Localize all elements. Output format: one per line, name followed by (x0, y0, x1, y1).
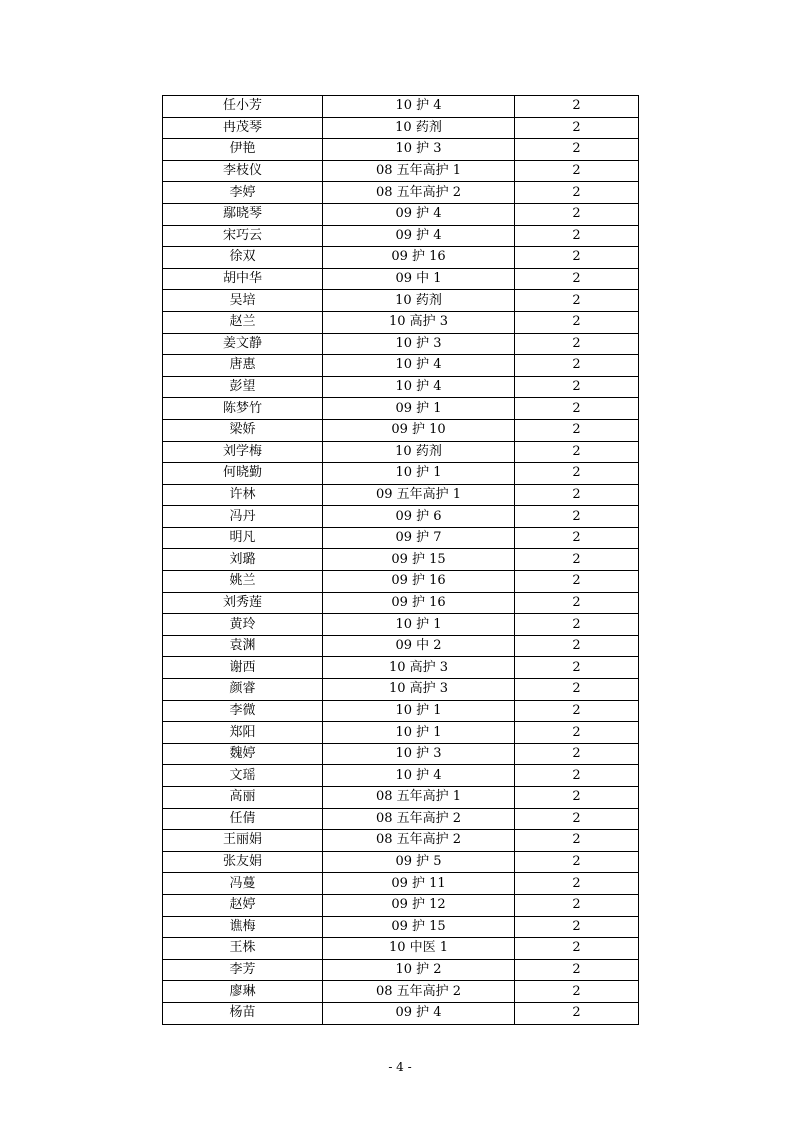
table-row (163, 290, 639, 312)
student-name-cell: 宋巧云 (163, 225, 323, 247)
class-cell: 10 护 3 (323, 743, 515, 765)
student-name-cell: 李枝仪 (163, 160, 323, 182)
count-cell: 2 (515, 139, 639, 161)
count-cell: 2 (515, 247, 639, 269)
table-row (163, 894, 639, 916)
student-name-cell: 明凡 (163, 527, 323, 549)
table-row (163, 938, 639, 960)
table-row (163, 441, 639, 463)
class-cell: 09 护 4 (323, 1002, 515, 1024)
student-name-cell: 谯梅 (163, 916, 323, 938)
count-cell: 2 (515, 549, 639, 571)
student-name-cell: 刘秀莲 (163, 592, 323, 614)
table-row (163, 506, 639, 528)
count-cell: 2 (515, 959, 639, 981)
count-cell: 2 (515, 916, 639, 938)
class-cell: 08 五年高护 1 (323, 787, 515, 809)
table-row (163, 916, 639, 938)
class-cell: 09 护 4 (323, 225, 515, 247)
table-row (163, 743, 639, 765)
class-cell: 09 中 2 (323, 635, 515, 657)
student-name-cell: 杨苗 (163, 1002, 323, 1024)
class-cell: 10 护 1 (323, 700, 515, 722)
class-cell: 10 护 3 (323, 139, 515, 161)
count-cell: 2 (515, 787, 639, 809)
student-name-cell: 吴培 (163, 290, 323, 312)
count-cell: 2 (515, 311, 639, 333)
count-cell: 2 (515, 333, 639, 355)
class-cell: 10 药剂 (323, 441, 515, 463)
table-row (163, 355, 639, 377)
student-name-cell: 唐惠 (163, 355, 323, 377)
table-row (163, 1002, 639, 1024)
table-row (163, 117, 639, 139)
student-name-cell: 王株 (163, 938, 323, 960)
student-table (162, 95, 639, 1025)
student-name-cell: 李婷 (163, 182, 323, 204)
class-cell: 10 高护 3 (323, 311, 515, 333)
student-name-cell: 刘璐 (163, 549, 323, 571)
count-cell: 2 (515, 160, 639, 182)
count-cell: 2 (515, 635, 639, 657)
table-row (163, 268, 639, 290)
student-name-cell: 王丽娟 (163, 830, 323, 852)
table-row (163, 203, 639, 225)
count-cell: 2 (515, 700, 639, 722)
table-row (163, 96, 639, 118)
table-row (163, 851, 639, 873)
table-row (163, 333, 639, 355)
count-cell: 2 (515, 851, 639, 873)
student-name-cell: 颜睿 (163, 679, 323, 701)
class-cell: 10 护 4 (323, 96, 515, 118)
table-row (163, 247, 639, 269)
class-cell: 10 高护 3 (323, 657, 515, 679)
table-row (163, 182, 639, 204)
student-name-cell: 高丽 (163, 787, 323, 809)
count-cell: 2 (515, 743, 639, 765)
student-name-cell: 李芳 (163, 959, 323, 981)
class-cell: 09 护 16 (323, 571, 515, 593)
class-cell: 10 护 4 (323, 376, 515, 398)
table-row (163, 571, 639, 593)
count-cell: 2 (515, 938, 639, 960)
student-name-cell: 姜文静 (163, 333, 323, 355)
student-name-cell: 魏婷 (163, 743, 323, 765)
class-cell: 10 中医 1 (323, 938, 515, 960)
count-cell: 2 (515, 1002, 639, 1024)
count-cell: 2 (515, 355, 639, 377)
class-cell: 08 五年高护 2 (323, 182, 515, 204)
student-name-cell: 廖琳 (163, 981, 323, 1003)
student-name-cell: 许林 (163, 484, 323, 506)
count-cell: 2 (515, 527, 639, 549)
table-row (163, 981, 639, 1003)
table-row (163, 787, 639, 809)
class-cell: 10 护 1 (323, 614, 515, 636)
student-name-cell: 黄玲 (163, 614, 323, 636)
student-name-cell: 郑阳 (163, 722, 323, 744)
student-name-cell: 冯蔓 (163, 873, 323, 895)
class-cell: 09 护 15 (323, 916, 515, 938)
class-cell: 10 护 2 (323, 959, 515, 981)
student-name-cell: 胡中华 (163, 268, 323, 290)
student-name-cell: 任小芳 (163, 96, 323, 118)
class-cell: 10 护 1 (323, 722, 515, 744)
count-cell: 2 (515, 873, 639, 895)
count-cell: 2 (515, 808, 639, 830)
class-cell: 09 护 16 (323, 592, 515, 614)
count-cell: 2 (515, 506, 639, 528)
student-name-cell: 徐双 (163, 247, 323, 269)
class-cell: 09 护 4 (323, 203, 515, 225)
student-name-cell: 张友娟 (163, 851, 323, 873)
table-row (163, 225, 639, 247)
table-row (163, 808, 639, 830)
table-row (163, 484, 639, 506)
student-name-cell: 姚兰 (163, 571, 323, 593)
student-name-cell: 赵兰 (163, 311, 323, 333)
table-row (163, 376, 639, 398)
student-name-cell: 彭望 (163, 376, 323, 398)
class-cell: 09 护 7 (323, 527, 515, 549)
class-cell: 10 护 4 (323, 355, 515, 377)
count-cell: 2 (515, 225, 639, 247)
table-row (163, 311, 639, 333)
class-cell: 09 护 12 (323, 894, 515, 916)
class-cell: 08 五年高护 2 (323, 830, 515, 852)
table-row (163, 592, 639, 614)
class-cell: 10 护 1 (323, 463, 515, 485)
table-row (163, 679, 639, 701)
student-name-cell: 刘学梅 (163, 441, 323, 463)
class-cell: 09 护 16 (323, 247, 515, 269)
count-cell: 2 (515, 441, 639, 463)
class-cell: 10 护 3 (323, 333, 515, 355)
table-row (163, 419, 639, 441)
class-cell: 08 五年高护 1 (323, 160, 515, 182)
class-cell: 08 五年高护 2 (323, 981, 515, 1003)
count-cell: 2 (515, 463, 639, 485)
class-cell: 09 中 1 (323, 268, 515, 290)
student-table-body (163, 96, 639, 1025)
table-row (163, 657, 639, 679)
table-row (163, 959, 639, 981)
class-cell: 09 护 15 (323, 549, 515, 571)
table-row (163, 527, 639, 549)
count-cell: 2 (515, 203, 639, 225)
count-cell: 2 (515, 657, 639, 679)
count-cell: 2 (515, 592, 639, 614)
count-cell: 2 (515, 981, 639, 1003)
student-name-cell: 冯丹 (163, 506, 323, 528)
table-row (163, 614, 639, 636)
count-cell: 2 (515, 419, 639, 441)
count-cell: 2 (515, 830, 639, 852)
count-cell: 2 (515, 182, 639, 204)
table-row (163, 398, 639, 420)
count-cell: 2 (515, 96, 639, 118)
count-cell: 2 (515, 722, 639, 744)
page-number: - 4 - (388, 1060, 412, 1074)
count-cell: 2 (515, 484, 639, 506)
count-cell: 2 (515, 268, 639, 290)
table-row (163, 160, 639, 182)
table-row (163, 830, 639, 852)
student-name-cell: 袁渊 (163, 635, 323, 657)
student-name-cell: 谢西 (163, 657, 323, 679)
class-cell: 10 药剂 (323, 117, 515, 139)
table-row (163, 463, 639, 485)
count-cell: 2 (515, 614, 639, 636)
count-cell: 2 (515, 398, 639, 420)
student-name-cell: 冉茂琴 (163, 117, 323, 139)
table-row (163, 700, 639, 722)
table-row (163, 873, 639, 895)
count-cell: 2 (515, 376, 639, 398)
student-name-cell: 任倩 (163, 808, 323, 830)
class-cell: 09 护 5 (323, 851, 515, 873)
student-name-cell: 何晓勤 (163, 463, 323, 485)
class-cell: 09 护 1 (323, 398, 515, 420)
class-cell: 09 护 10 (323, 419, 515, 441)
student-name-cell: 鄢晓琴 (163, 203, 323, 225)
student-name-cell: 李微 (163, 700, 323, 722)
count-cell: 2 (515, 679, 639, 701)
class-cell: 09 五年高护 1 (323, 484, 515, 506)
student-name-cell: 文瑶 (163, 765, 323, 787)
table-row (163, 765, 639, 787)
class-cell: 10 药剂 (323, 290, 515, 312)
count-cell: 2 (515, 290, 639, 312)
student-name-cell: 陈梦竹 (163, 398, 323, 420)
class-cell: 09 护 6 (323, 506, 515, 528)
count-cell: 2 (515, 117, 639, 139)
table-row (163, 139, 639, 161)
count-cell: 2 (515, 571, 639, 593)
class-cell: 10 护 4 (323, 765, 515, 787)
count-cell: 2 (515, 765, 639, 787)
class-cell: 10 高护 3 (323, 679, 515, 701)
student-name-cell: 赵婷 (163, 894, 323, 916)
student-name-cell: 梁娇 (163, 419, 323, 441)
class-cell: 08 五年高护 2 (323, 808, 515, 830)
table-row (163, 635, 639, 657)
count-cell: 2 (515, 894, 639, 916)
student-name-cell: 伊艳 (163, 139, 323, 161)
table-row (163, 722, 639, 744)
class-cell: 09 护 11 (323, 873, 515, 895)
table-row (163, 549, 639, 571)
